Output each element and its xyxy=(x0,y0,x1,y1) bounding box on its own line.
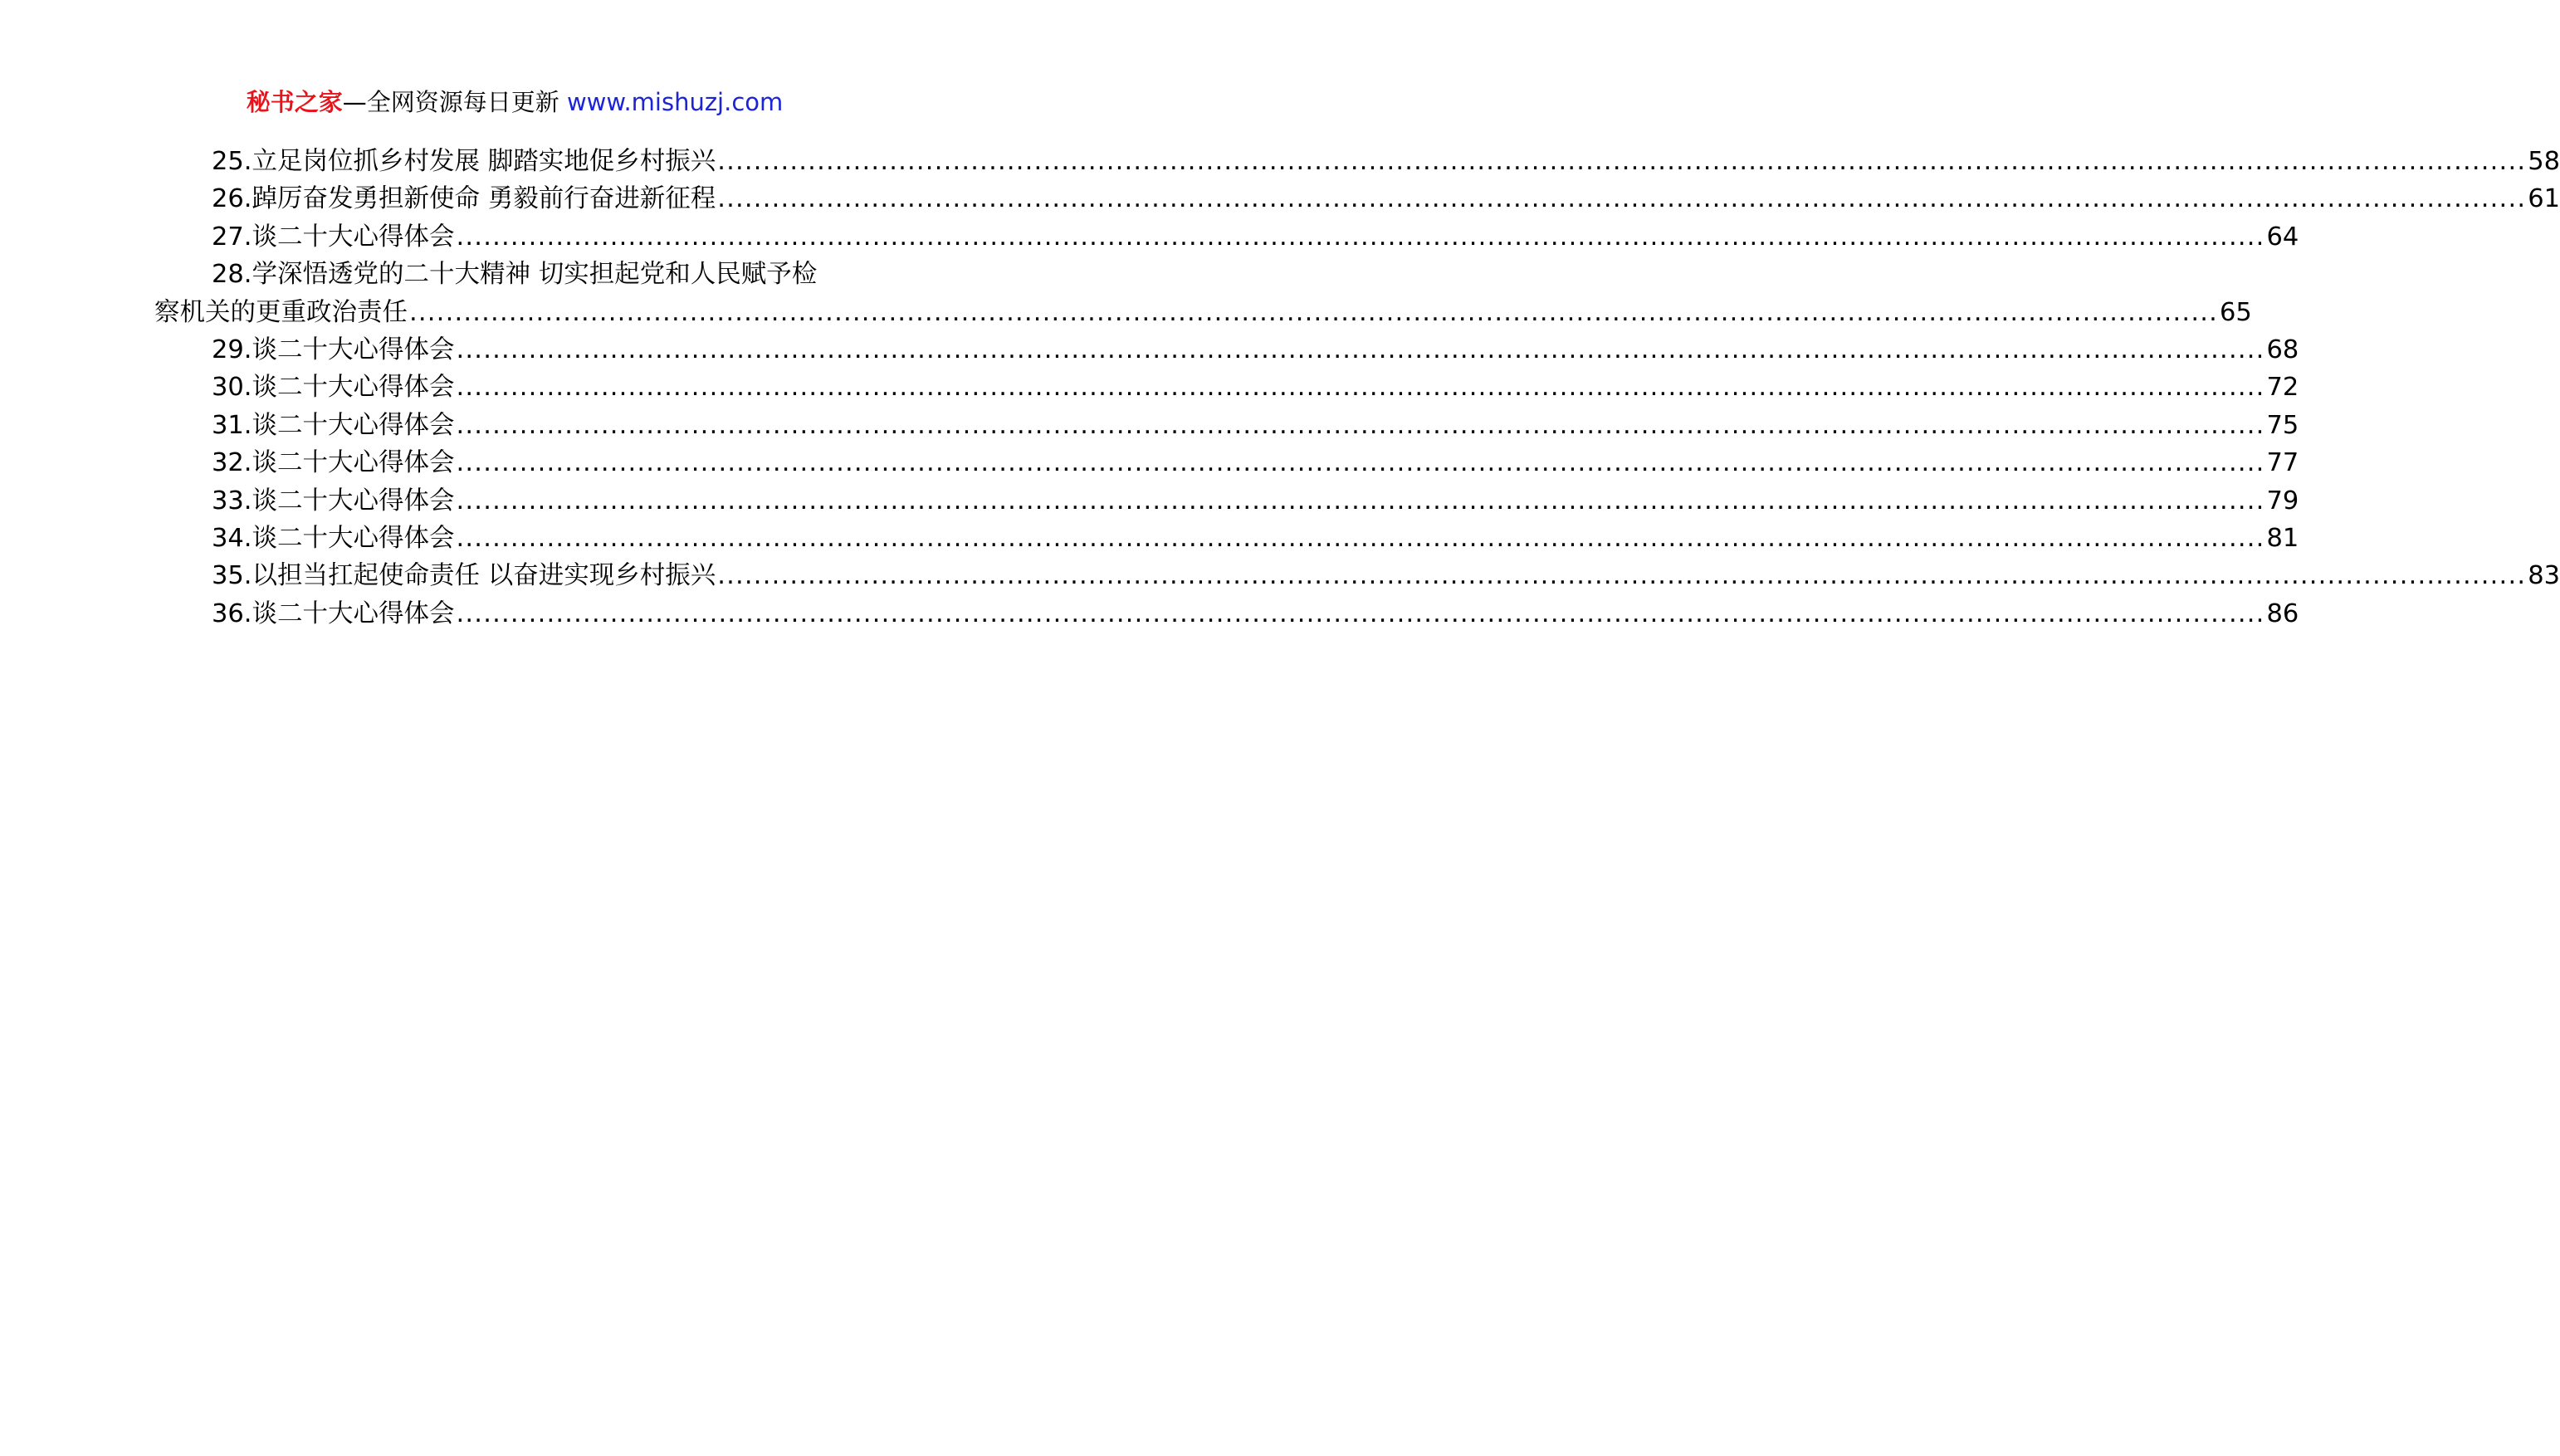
toc-dot-leader: ........................................................................................................................................................................................................ xyxy=(456,335,2265,364)
toc-dot-leader: ........................................................................................................................................................................................................ xyxy=(409,297,2219,327)
toc-title: 29.谈二十大心得体会 xyxy=(212,335,455,364)
table-of-contents xyxy=(154,143,2560,633)
brand-name: 秘书之家 xyxy=(246,88,343,116)
toc-title: 36.谈二十大心得体会 xyxy=(212,599,455,628)
toc-page-number: 65 xyxy=(2220,297,2252,327)
toc-number: 35. xyxy=(212,561,252,591)
toc-entry[interactable] xyxy=(154,595,2299,633)
toc-number: 31. xyxy=(212,410,252,440)
toc-entry[interactable] xyxy=(154,520,2299,557)
toc-entry[interactable] xyxy=(154,482,2299,520)
toc-entry[interactable] xyxy=(154,444,2299,481)
page-header xyxy=(0,86,1029,119)
toc-page-number: 64 xyxy=(2266,222,2299,252)
toc-dot-leader: ........................................................................................................................................................................................................ xyxy=(717,147,2527,176)
toc-entry[interactable] xyxy=(154,180,2560,217)
header-tagline: —全网资源每日更新 xyxy=(342,88,559,116)
toc-page-number: 61 xyxy=(2528,184,2560,214)
toc-entry[interactable] xyxy=(154,557,2560,594)
toc-entry[interactable] xyxy=(154,407,2299,444)
toc-number: 25. xyxy=(212,147,252,176)
toc-page-number: 58 xyxy=(2528,147,2560,176)
toc-number: 34. xyxy=(212,523,252,553)
toc-title: 28.学深悟透党的二十大精神 切实担起党和人民赋予检 xyxy=(212,260,818,290)
toc-dot-leader: ........................................................................................................................................................................................................ xyxy=(456,523,2265,553)
toc-page-number: 79 xyxy=(2266,486,2299,515)
toc-number: 29. xyxy=(212,335,252,364)
toc-number: 36. xyxy=(212,599,252,628)
toc-title: 27.谈二十大心得体会 xyxy=(212,222,455,252)
toc-title: 31.谈二十大心得体会 xyxy=(212,410,455,440)
toc-dot-leader: ........................................................................................................................................................................................................ xyxy=(456,486,2265,515)
toc-entry[interactable] xyxy=(154,218,2299,256)
toc-entry[interactable] xyxy=(154,256,2252,331)
toc-title: 34.谈二十大心得体会 xyxy=(212,523,455,553)
toc-page-number: 81 xyxy=(2266,523,2299,553)
toc-dot-leader: ........................................................................................................................................................................................................ xyxy=(717,561,2527,591)
toc-dot-leader: ........................................................................................................................................................................................................ xyxy=(456,448,2265,478)
toc-title: 26.踔厉奋发勇担新使命 勇毅前行奋进新征程 xyxy=(212,184,716,214)
toc-title: 33.谈二十大心得体会 xyxy=(212,486,455,515)
toc-dot-leader: ........................................................................................................................................................................................................ xyxy=(456,410,2265,440)
toc-number: 32. xyxy=(212,448,252,478)
toc-title: 35.以担当扛起使命责任 以奋进实现乡村振兴 xyxy=(212,561,716,591)
toc-number: 27. xyxy=(212,222,252,252)
toc-number: 33. xyxy=(212,486,252,515)
toc-page-number: 83 xyxy=(2528,561,2560,591)
toc-page-number: 77 xyxy=(2266,448,2299,478)
toc-title: 30.谈二十大心得体会 xyxy=(212,373,455,403)
toc-page-number: 75 xyxy=(2266,410,2299,440)
toc-number: 26. xyxy=(212,184,252,214)
toc-entry[interactable] xyxy=(154,331,2299,369)
toc-dot-leader: ........................................................................................................................................................................................................ xyxy=(717,184,2527,214)
toc-title-continuation: 察机关的更重政治责任 xyxy=(154,297,408,327)
website-link[interactable]: www.mishuzj.com xyxy=(566,88,784,116)
toc-dot-leader: ........................................................................................................................................................................................................ xyxy=(456,373,2265,403)
toc-dot-leader: ........................................................................................................................................................................................................ xyxy=(456,599,2265,628)
toc-page-number: 72 xyxy=(2266,373,2299,403)
toc-number: 30. xyxy=(212,373,252,403)
toc-entry[interactable] xyxy=(154,369,2299,406)
toc-dot-leader: ........................................................................................................................................................................................................ xyxy=(456,222,2265,252)
toc-title: 25.立足岗位抓乡村发展 脚踏实地促乡村振兴 xyxy=(212,147,716,176)
toc-page-number: 68 xyxy=(2266,335,2299,364)
toc-page-number: 86 xyxy=(2266,599,2299,628)
toc-title: 32.谈二十大心得体会 xyxy=(212,448,455,478)
toc-number: 28. xyxy=(212,260,252,290)
toc-entry[interactable] xyxy=(154,143,2560,180)
